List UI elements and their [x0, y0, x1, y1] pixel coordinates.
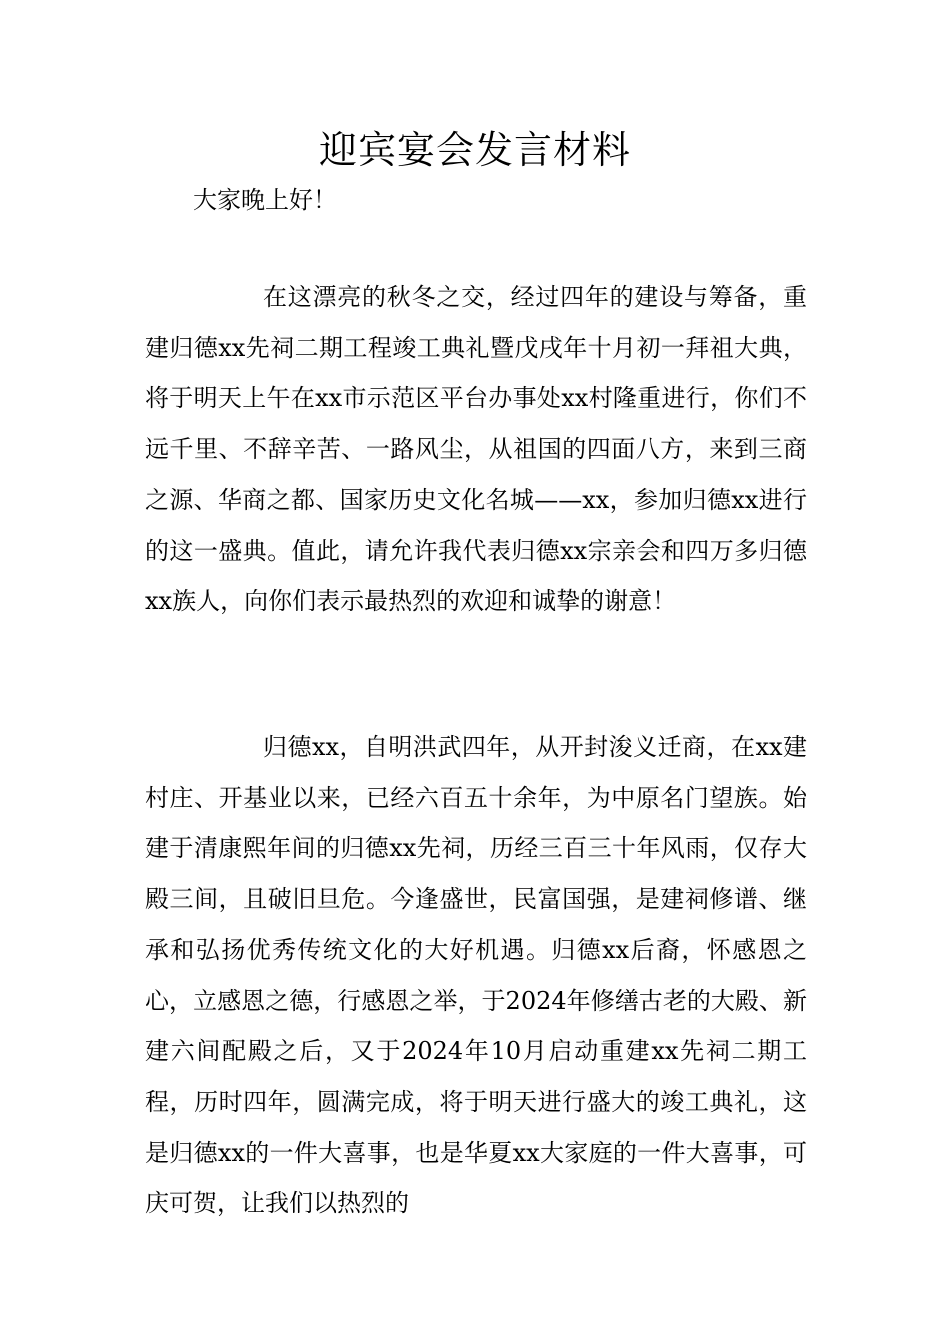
body-paragraph-2: 归德xx，自明洪武四年，从开封浚义迁商，在xx建村庄、开基业以来，已经六百五十余年，为中原名门望族。始建于清康熙年间的归德xx先祠，历经三百三十年风雨，仅存大殿三间，且破旧旦危。今逢盛世，民富国强，是建祠修谱、继承和弘扬优秀传统文化的大好机遇。归德xx后裔，怀感恩之心，立感恩之德，行感恩之举，于2024年修缮古老的大殿、新建六间配殿之后，又于2024年10月启动重建xx先祠二期工程，历时四年，圆满完成，将于明天进行盛大的竣工典礼，这是归德xx的一件大喜事，也是华夏xx大家庭的一件大喜事，可庆可贺，让我们以热烈的	[145, 733, 807, 1218]
document-title: 迎宾宴会发言材料	[318, 128, 631, 172]
greeting-line: 大家晚上好！	[193, 186, 337, 214]
body-paragraph-1: 在这漂亮的秋冬之交，经过四年的建设与筹备，重建归德xx先祠二期工程竣工典礼暨戊戌年十月初一拜祖大典，将于明天上午在xx市示范区平台办事处xx村隆重进行，你们不远千里、不辞辛苦、一路风尘，从祖国的四面八方，来到三商之源、华商之都、国家历史文化名城——xx，参加归德xx进行的这一盛典。值此，请允许我代表归德xx宗亲会和四万多归德xx族人，向你们表示最热烈的欢迎和诚挚的谢意！	[145, 283, 807, 616]
